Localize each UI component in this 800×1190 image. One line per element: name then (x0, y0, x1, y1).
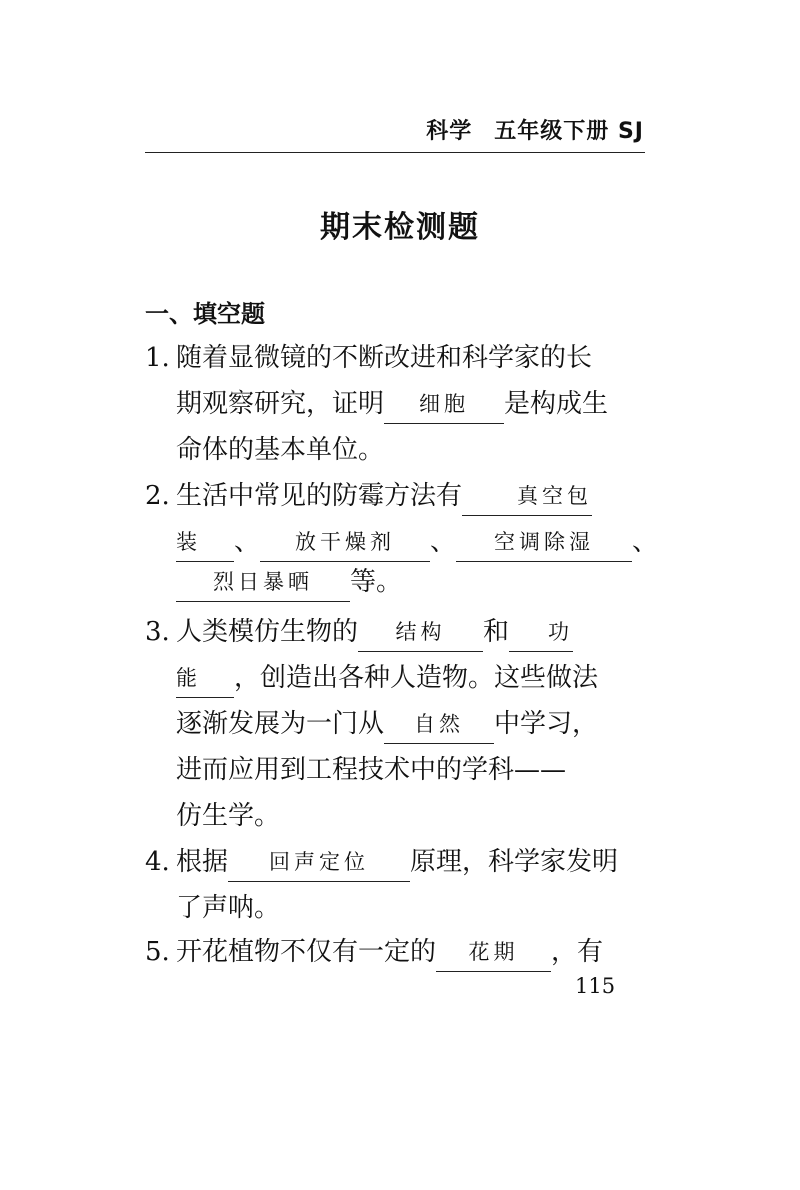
q2-number: 2. (145, 481, 170, 511)
q3-text-3b: 中学习， (494, 709, 599, 739)
q3-line-2 (176, 658, 645, 702)
q2-text-end: 等。 (350, 567, 403, 597)
q4-text-1b: 原理，科学家发明 (410, 847, 619, 877)
section-heading: 一、填空题 (145, 300, 265, 328)
q3-text-and: 和 (483, 617, 510, 647)
q2-line-3 (176, 562, 645, 606)
q4-text-1a: 根据 (176, 847, 229, 877)
q3-text-4: 进而应用到工程技术中的学科—— (176, 755, 567, 785)
q3-answer-blank-1: 结构 (358, 613, 483, 652)
q5-text-1a: 开花植物不仅有一定的 (176, 937, 437, 967)
q3-answer-blank-3: 自然 (384, 705, 494, 744)
q4-answer-blank: 回声定位 (228, 843, 410, 882)
q1-text-2b: 是构成生 (504, 389, 609, 419)
q3-answer-blank-2a: 功 (509, 613, 573, 652)
q1-answer-blank: 细胞 (384, 385, 504, 424)
q3-line-4 (176, 750, 645, 794)
q3-line-1 (145, 612, 645, 656)
q1-line-1 (145, 338, 645, 382)
q5-line-1 (145, 932, 645, 976)
q2-answer-blank-1b: 装 (176, 523, 234, 562)
header-rule (145, 152, 645, 153)
header-grade: 五年级下册 SJ (494, 119, 644, 144)
q2-answer-blank-2: 放干燥剂 (260, 523, 430, 562)
q2-text-1: 生活中常见的防霉方法有 (176, 481, 463, 511)
q1-line-2 (176, 384, 645, 428)
q4-line-1 (145, 842, 645, 886)
q1-text-1: 随着显微镜的不断改进和科学家的长 (176, 343, 593, 373)
q2-line-1 (145, 476, 645, 520)
q4-number: 4. (145, 847, 170, 877)
q2-answer-blank-1a: 真空包 (462, 477, 592, 516)
q3-answer-blank-2b: 能 (176, 659, 234, 698)
q2-line-2 (176, 522, 659, 566)
q2-sep-1: 、 (234, 527, 261, 557)
q1-text-3: 命体的基本单位。 (176, 435, 385, 465)
q3-line-3 (176, 704, 645, 748)
q4-line-2 (176, 888, 645, 932)
q3-text-5: 仿生学。 (176, 801, 281, 831)
q3-line-5 (176, 796, 645, 840)
page-header (426, 114, 644, 145)
page-number: 115 (575, 974, 616, 998)
q2-sep-2: 、 (430, 527, 457, 557)
q1-text-2a: 期观察研究，证明 (176, 389, 385, 419)
q4-text-2: 了声呐。 (176, 893, 281, 923)
q3-text-1: 人类模仿生物的 (176, 617, 359, 647)
q2-answer-blank-4: 烈日暴晒 (176, 563, 350, 602)
q3-text-2: ，创造出各种人造物。这些做法 (234, 663, 599, 693)
q5-text-1b: ，有 (551, 937, 604, 967)
q5-number: 5. (145, 937, 170, 967)
q3-number: 3. (145, 617, 170, 647)
q3-text-3a: 逐渐发展为一门从 (176, 709, 385, 739)
q2-sep-3: 、 (632, 527, 659, 557)
q5-answer-blank: 花期 (436, 933, 551, 972)
q2-answer-blank-3: 空调除湿 (456, 523, 632, 562)
q1-number: 1. (145, 343, 170, 373)
q1-line-3 (176, 430, 645, 474)
header-subject: 科学 (426, 119, 473, 144)
page-title: 期末检测题 (320, 210, 480, 245)
